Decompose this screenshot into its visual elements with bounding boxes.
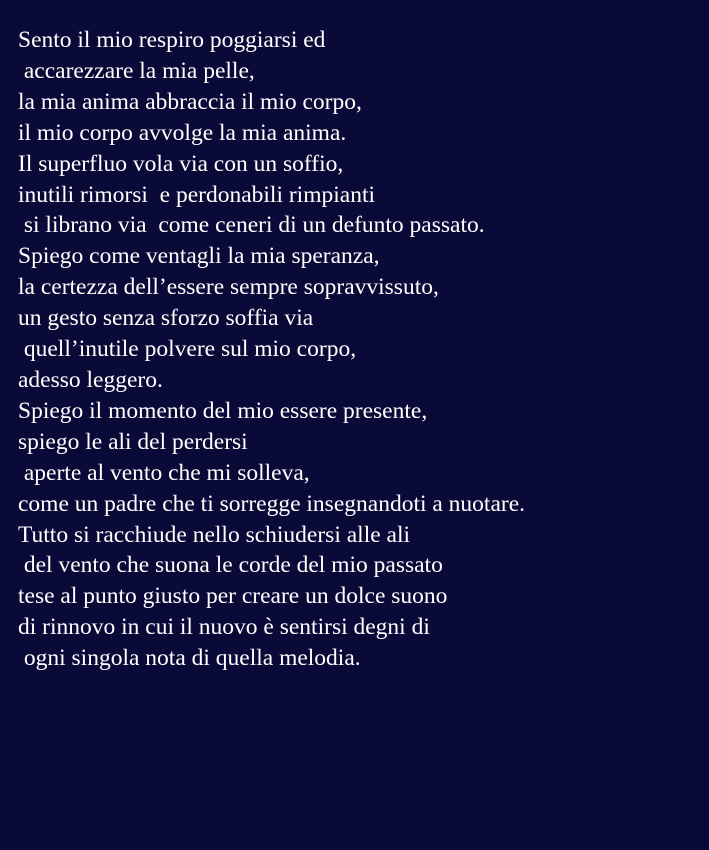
poem-line: si librano via come ceneri di un defunto passato. bbox=[18, 212, 485, 239]
poem-line: accarezzare la mia pelle, bbox=[18, 57, 255, 84]
poem-line: tese al punto giusto per creare un dolce suono bbox=[18, 583, 448, 610]
poem-line: la mia anima abbraccia il mio corpo, bbox=[18, 88, 362, 115]
poem-line: ogni singola nota di quella melodia. bbox=[18, 645, 361, 672]
poem-line: come un padre che ti sorregge insegnandoti a nuotare. bbox=[18, 490, 526, 517]
poem-line: Tutto si racchiude nello schiudersi alle ali bbox=[18, 521, 411, 548]
poem-line: Spiego come ventagli la mia speranza, bbox=[18, 243, 380, 270]
poem-line: un gesto senza sforzo soffia via bbox=[18, 305, 314, 332]
poem-line: quell’inutile polvere sul mio corpo, bbox=[18, 336, 357, 363]
poem-line: aperte al vento che mi solleva, bbox=[18, 459, 310, 486]
poem-line: la certezza dell’essere sempre sopravvissuto, bbox=[18, 274, 439, 301]
poem-line: Sento il mio respiro poggiarsi ed bbox=[18, 27, 326, 53]
poem-line: Il superfluo vola via con un soffio, bbox=[18, 150, 344, 177]
poem-line: Spiego il momento del mio essere presente, bbox=[18, 397, 428, 424]
poem-line: inutili rimorsi e perdonabili rimpianti bbox=[18, 181, 376, 208]
poem-line: di rinnovo in cui il nuovo è sentirsi degni di bbox=[18, 614, 430, 641]
poem-line: adesso leggero. bbox=[18, 366, 163, 393]
poem-text bbox=[18, 25, 709, 674]
poem-line: spiego le ali del perdersi bbox=[18, 428, 248, 455]
poem-line: del vento che suona le corde del mio passato bbox=[18, 552, 443, 579]
poem-line: il mio corpo avvolge la mia anima. bbox=[18, 119, 347, 146]
